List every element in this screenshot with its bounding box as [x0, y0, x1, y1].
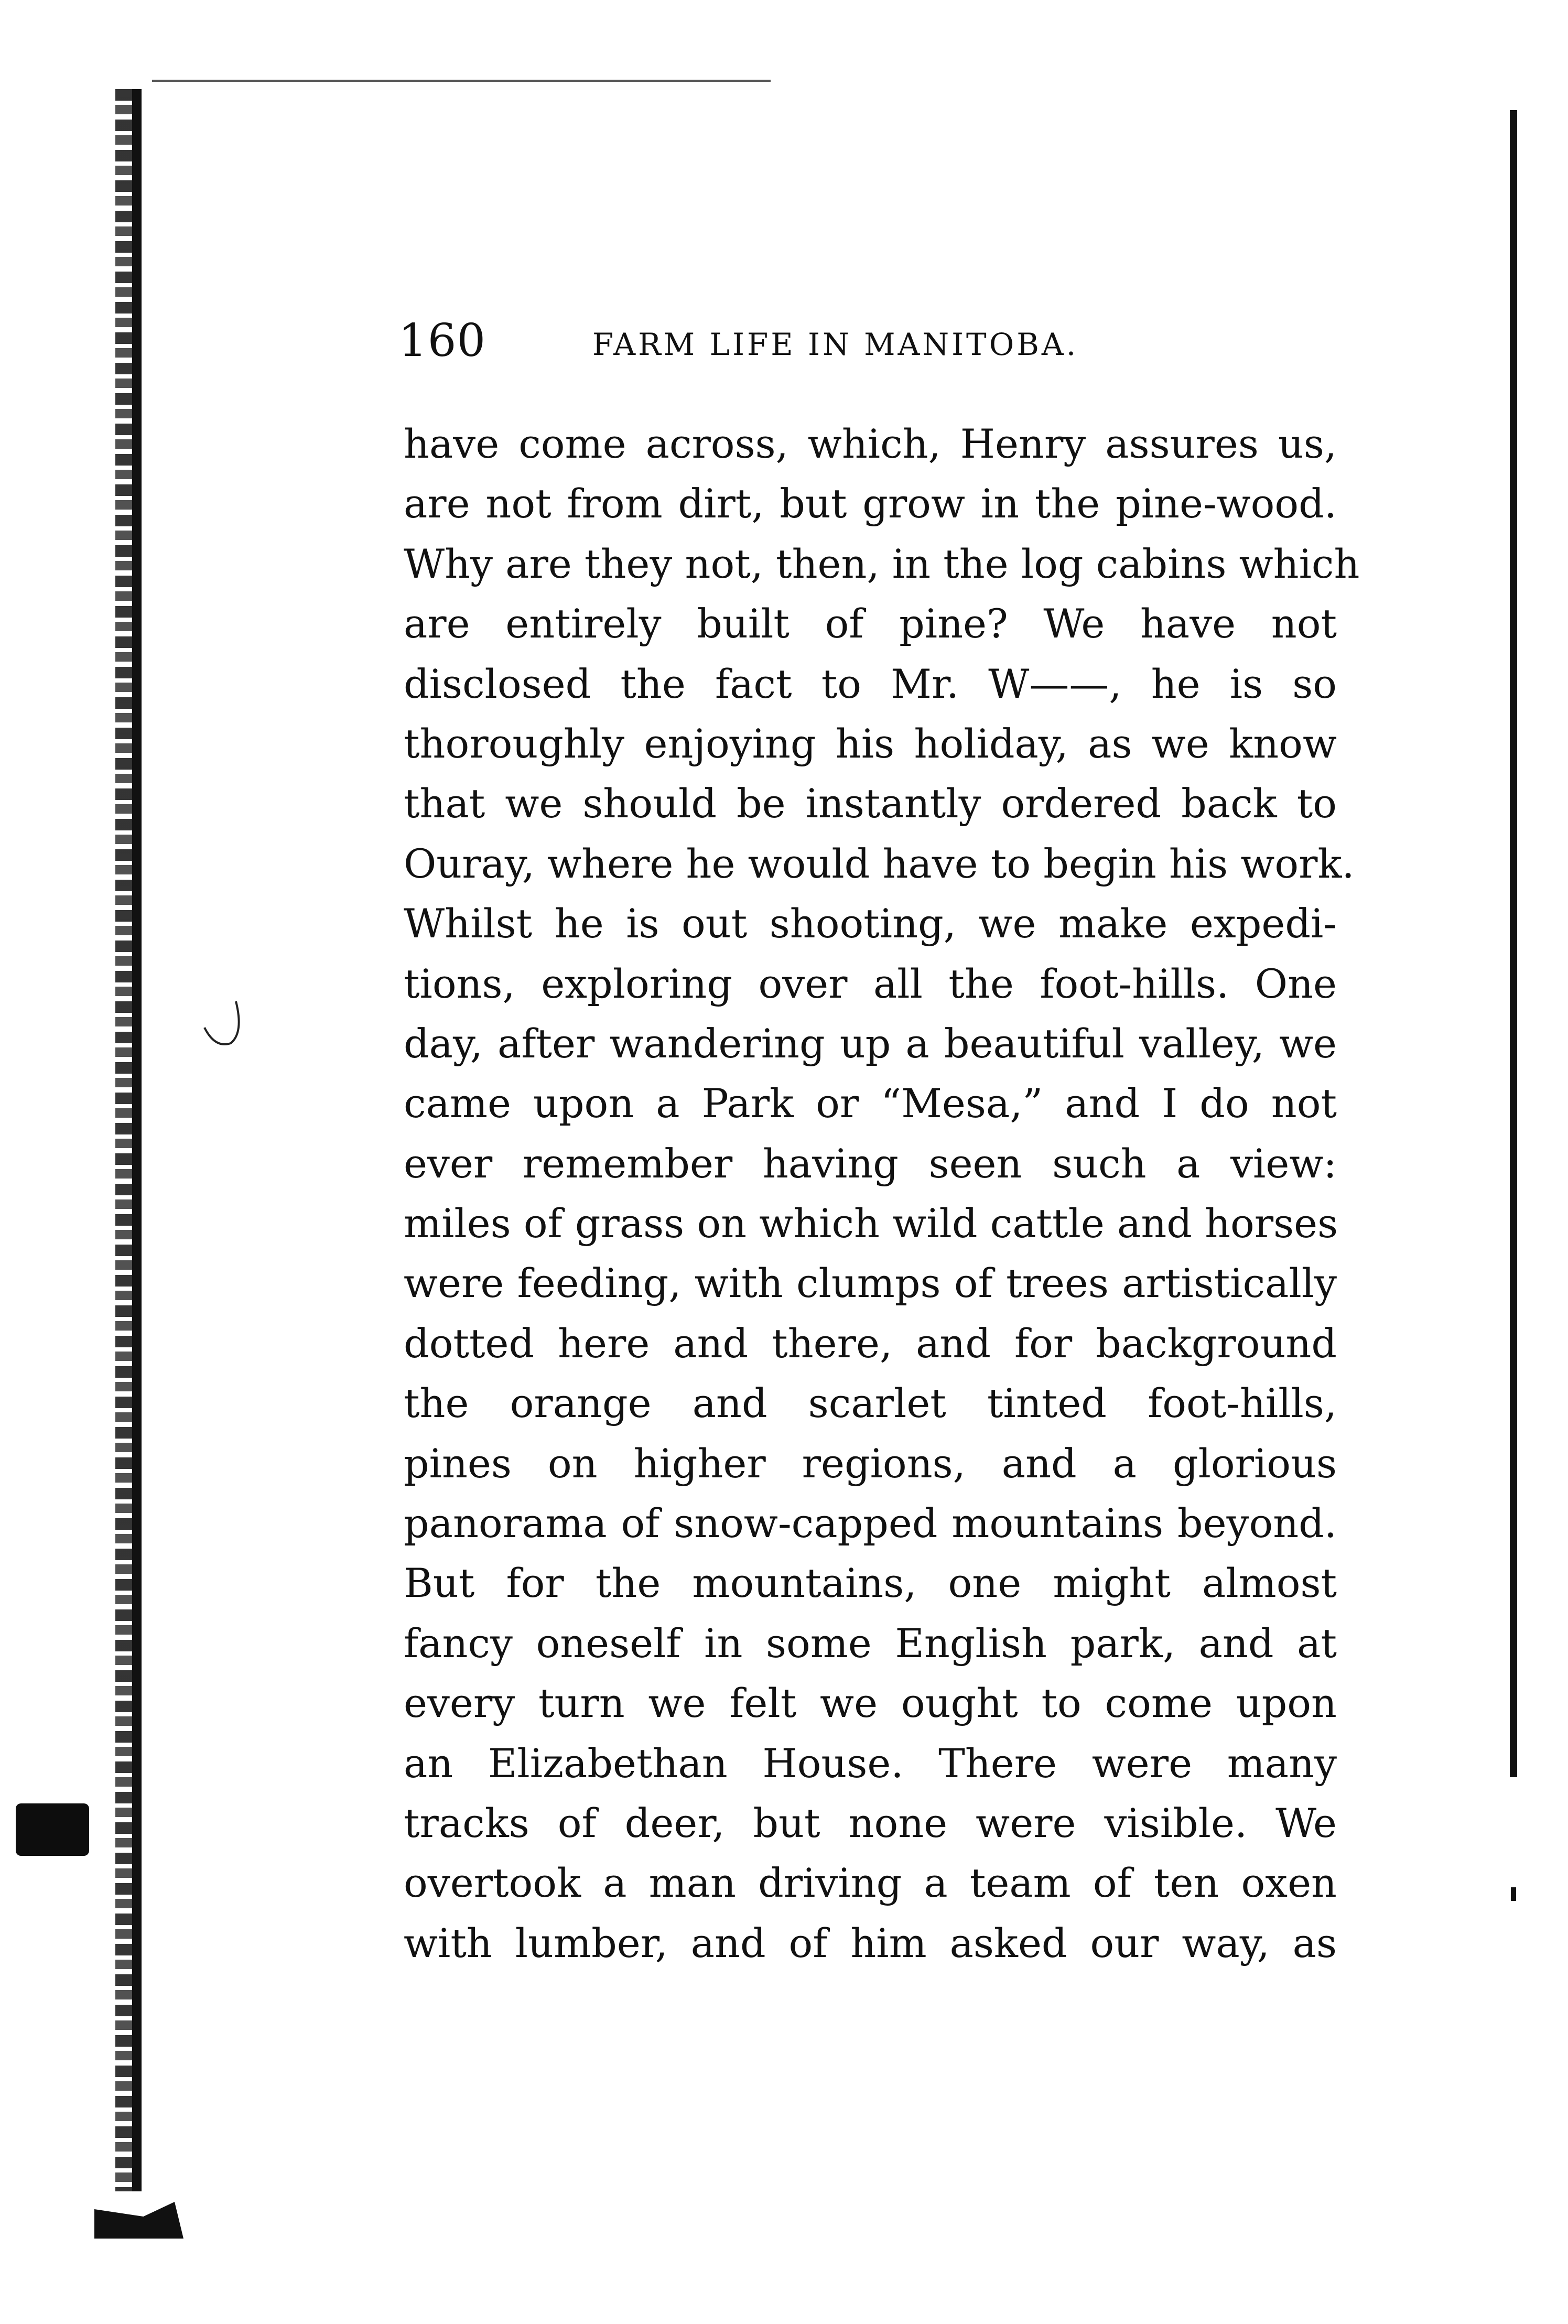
text-line: miles of grass on which wild cattle and horses: [404, 1200, 1338, 1247]
scan-left-binding-shadow: [132, 89, 142, 2191]
text-line: were feeding, with clumps of trees artistically: [404, 1260, 1337, 1307]
text-line: But for the mountains, one might almost: [404, 1560, 1337, 1607]
pencil-check-mark: [199, 996, 246, 1054]
text-line: with lumber, and of him asked our way, as: [404, 1919, 1337, 1966]
text-line: have come across, which, Henry assures us,: [404, 420, 1337, 467]
running-title: FARM LIFE IN MANITOBA.: [592, 327, 1079, 362]
scan-top-rule: [152, 80, 771, 82]
running-head: [398, 312, 1143, 370]
text-line: Ouray, where he would have to begin his work.: [404, 840, 1355, 887]
text-line: are entirely built of pine? We have not: [404, 600, 1337, 647]
text-line: thoroughly enjoying his holiday, as we know: [404, 720, 1337, 767]
page-number: 160: [398, 315, 486, 367]
text-line: day, after wandering up a beautiful valley, we: [404, 1020, 1337, 1067]
text-line: ever remember having seen such a view:: [404, 1140, 1337, 1187]
text-line: tracks of deer, but none were visible. We: [404, 1799, 1337, 1846]
text-line: the orange and scarlet tinted foot-hills,: [404, 1380, 1337, 1427]
scan-right-dot: [1511, 1887, 1516, 1901]
text-line: every turn we felt we ought to come upon: [404, 1680, 1337, 1727]
scan-left-ink-blob: [16, 1803, 89, 1856]
text-line: are not from dirt, but grow in the pine-wood.: [404, 480, 1337, 527]
text-line: dotted here and there, and for background: [404, 1320, 1337, 1367]
body-text: [404, 414, 1360, 1973]
scan-right-edge: [1510, 110, 1517, 1777]
text-line: pines on higher regions, and a glorious: [404, 1440, 1337, 1487]
scan-bottom-left-mark: [94, 2202, 183, 2239]
text-line: an Elizabethan House. There were many: [404, 1739, 1337, 1787]
text-line: overtook a man driving a team of ten oxen: [404, 1860, 1337, 1907]
text-line: fancy oneself in some English park, and at: [404, 1619, 1337, 1667]
text-line: Whilst he is out shooting, we make expedi-: [404, 900, 1337, 947]
text-line: came upon a Park or “Mesa,” and I do not: [404, 1080, 1337, 1127]
text-line: panorama of snow-capped mountains beyond.: [404, 1500, 1337, 1547]
text-line: tions, exploring over all the foot-hills. One: [404, 960, 1337, 1007]
text-line: Why are they not, then, in the log cabins which: [404, 540, 1360, 587]
text-line: that we should be instantly ordered back to: [404, 780, 1337, 827]
text-line: disclosed the fact to Mr. W——, he is so: [404, 660, 1337, 707]
